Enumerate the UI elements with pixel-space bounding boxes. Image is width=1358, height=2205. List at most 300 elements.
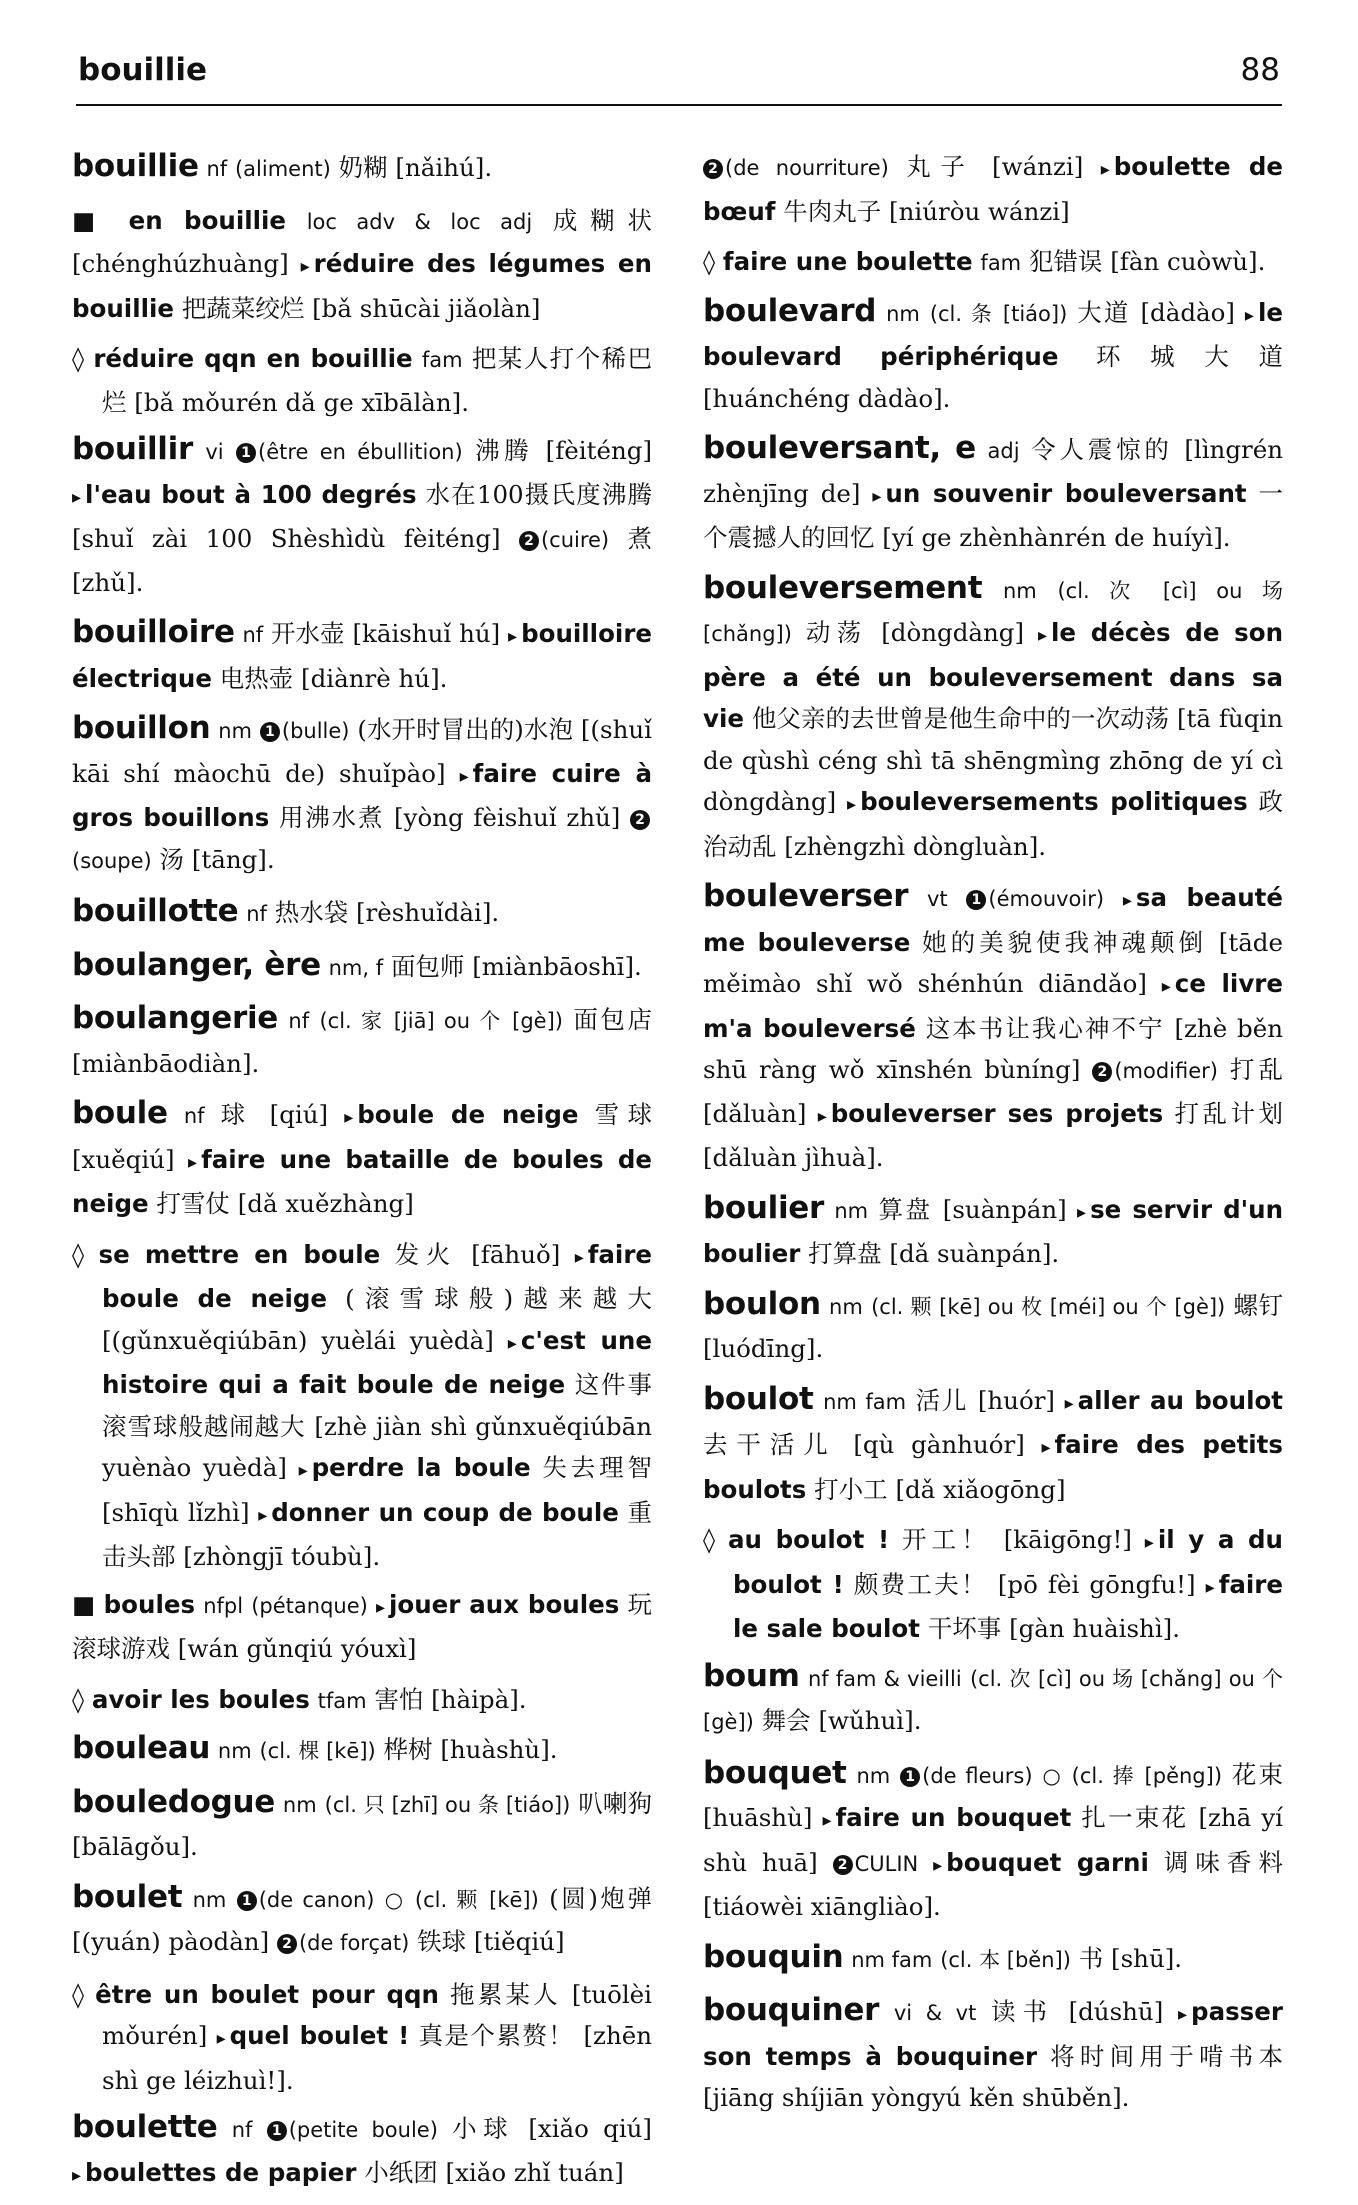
chinese-translation: 打乱 xyxy=(1229,1055,1283,1084)
example-phrase: réduire des légumes en bouillie xyxy=(72,249,652,323)
example-phrase: l'eau bout à 100 degrés xyxy=(85,479,417,509)
example-phrase: bouleversements politiques xyxy=(860,787,1248,816)
example-triangle-icon: ▸ xyxy=(1041,1437,1051,1458)
example-pinyin: [dǎluàn jìhuà]. xyxy=(703,1143,884,1172)
entry-bouquiner xyxy=(703,1990,1283,2119)
pinyin: [miànbāoshī]. xyxy=(472,951,642,981)
example-pinyin: [dǎ xuězhàng] xyxy=(237,1189,414,1218)
example-chinese: 重击头部 xyxy=(102,1497,652,1571)
headword: boulet xyxy=(72,1878,183,1915)
example-chinese: 去干活儿 xyxy=(703,1430,837,1459)
example-pinyin: [gàn huàishì]. xyxy=(1009,1614,1181,1643)
grammar-label: vi & vt xyxy=(893,2001,977,2025)
headword: bouleversant, e xyxy=(703,430,976,466)
example-pinyin: [niúròu wánzi] xyxy=(889,196,1070,226)
chinese-translation: 发火 xyxy=(394,1239,457,1269)
example-triangle-icon: ▸ xyxy=(72,2164,82,2186)
sense-label: (émouvoir) xyxy=(988,887,1105,911)
grammar-label: nm xyxy=(886,301,920,326)
example-triangle-icon: ▸ xyxy=(1100,159,1110,180)
grammar-label: nm xyxy=(218,719,253,743)
example-triangle-icon: ▸ xyxy=(822,1810,832,1831)
pinyin: [zhǔ]. xyxy=(72,567,144,597)
grammar-label: nm xyxy=(856,1763,891,1788)
grammar-label: nf fam & vieilli xyxy=(807,1666,962,1691)
entry-bouillie xyxy=(72,146,652,191)
headword: bouilloire xyxy=(72,614,235,650)
example-phrase: aller au boulot xyxy=(1077,1385,1284,1415)
sense-label: (de forçat) xyxy=(298,1931,410,1955)
example-phrase: le décès de son père a été un bouleversement dans sa vie xyxy=(703,618,1284,733)
pinyin: [chénghúzhuàng] xyxy=(72,249,289,278)
sense-label: (cuire) xyxy=(540,528,610,552)
example-phrase: faire des petits boulots xyxy=(703,1430,1283,1504)
example-triangle-icon: ▸ xyxy=(933,1854,943,1876)
pinyin: [dòngdàng] xyxy=(881,618,1024,647)
sense-label: (de fleurs) xyxy=(922,1763,1033,1788)
example-triangle-icon: ▸ xyxy=(1077,1201,1087,1223)
grammar-label: loc adv & loc adj xyxy=(306,209,533,234)
chinese-translation: 动荡 xyxy=(805,618,868,647)
subentry-boules xyxy=(72,1584,652,1670)
example-chinese: 失去理智 xyxy=(542,1453,653,1482)
example-triangle-icon: ▸ xyxy=(72,486,82,508)
grammar-label: nm xyxy=(829,1294,863,1319)
entry-boulon xyxy=(703,1284,1283,1370)
example-pinyin: [yòng fèishuǐ zhǔ] xyxy=(394,803,621,832)
classifier: (cl. 本 [běn]) xyxy=(940,1947,1071,1972)
grammar-label: nf xyxy=(288,1009,310,1033)
example-chinese: (滚雪球般)越来越大 xyxy=(345,1284,652,1313)
grammar-label: nf xyxy=(231,2118,253,2142)
classifier: (cl. 只 [zhī] ou 条 [tiáo]) xyxy=(324,1792,571,1817)
entry-bouleversant xyxy=(703,428,1283,559)
example-pinyin: [zhè běn shū ràng wǒ xīnshén bùníng] xyxy=(703,1013,1283,1084)
example-pinyin: [xuěqiú] xyxy=(72,1144,175,1174)
pinyin: [wánzi] xyxy=(992,152,1084,181)
entry-boum xyxy=(703,1656,1283,1744)
pinyin: [nǎihú]. xyxy=(395,153,493,182)
chinese-translation: 读书 xyxy=(991,1997,1054,2026)
pinyin: [kāishuǐ hú] xyxy=(352,619,501,648)
entry-boulanger xyxy=(72,945,652,990)
entry-boulot xyxy=(703,1379,1283,1511)
example-pinyin: [tāde měimào shǐ wǒ shénhún diāndǎo] xyxy=(703,927,1283,998)
register-label: fam xyxy=(421,348,463,372)
example-triangle-icon: ▸ xyxy=(298,1460,308,1481)
phrase: se mettre en boule xyxy=(98,1239,381,1269)
headword: bouleverser xyxy=(703,878,909,914)
sense-number: 1 xyxy=(237,1891,257,1911)
example-triangle-icon: ▸ xyxy=(300,256,310,277)
example-phrase: perdre la boule xyxy=(311,1453,531,1482)
grammar-label: nf xyxy=(206,157,228,181)
example-pinyin: [dǎ xiǎogōng] xyxy=(895,1474,1066,1504)
example-phrase: bouleverser ses projets xyxy=(830,1098,1164,1128)
example-phrase: donner un coup de boule xyxy=(271,1497,619,1527)
chinese-translation: 桦树 xyxy=(383,1735,433,1764)
example-phrase: boulettes de papier xyxy=(85,2157,357,2187)
example-triangle-icon: ▸ xyxy=(1144,1532,1154,1553)
pinyin: [tiěqiú] xyxy=(473,1927,565,1956)
example-chinese: 环城大道 xyxy=(1095,342,1283,371)
chinese-translation: 面包店 xyxy=(573,1005,652,1034)
example-pinyin: [yí ge zhènhànrén de huíyì]. xyxy=(882,523,1231,552)
grammar-label: nfpl xyxy=(203,1593,244,1618)
grammar-label: nm xyxy=(1002,578,1037,603)
grammar-label: nm xyxy=(217,1739,252,1763)
example-chinese: 小纸团 xyxy=(364,2157,438,2187)
idiom-marker: ◊ xyxy=(703,247,716,276)
headword: boulette xyxy=(72,2109,218,2145)
chinese-translation: 叭喇狗 xyxy=(578,1788,653,1818)
sense-label: (être en ébullition) xyxy=(258,440,463,464)
sense-label: (aliment) xyxy=(234,157,331,181)
example-pinyin: [bǎ shūcài jiǎolàn] xyxy=(312,293,541,323)
guide-word: bouillie xyxy=(78,52,208,88)
example-triangle-icon: ▸ xyxy=(188,1151,198,1173)
example-pinyin: [jiāng shíjiān yòngyú kěn shūběn]. xyxy=(703,2083,1130,2112)
example-chinese: 真是个累赘！ xyxy=(418,2021,575,2050)
pinyin: [bǎ mǒurén dǎ ge xībālàn]. xyxy=(134,387,470,417)
example-triangle-icon: ▸ xyxy=(258,1504,268,1526)
example-chinese: 打乱计划 xyxy=(1174,1098,1283,1128)
grammar-label: nm xyxy=(834,1198,869,1223)
chinese-translation: (圆)炮弹 xyxy=(549,1883,652,1913)
example-phrase: un souvenir bouleversant xyxy=(885,478,1247,508)
example-chinese: 她的美貌使我神魂颠倒 xyxy=(922,927,1208,957)
chinese-translation: 活儿 xyxy=(915,1385,969,1415)
chinese-translation: 煮 xyxy=(627,524,652,553)
chinese-translation: 舞会 xyxy=(761,1706,811,1735)
example-triangle-icon: ▸ xyxy=(344,1107,354,1128)
example-pinyin: [huánchéng dàdào]. xyxy=(703,383,951,413)
example-chinese: 用沸水煮 xyxy=(278,803,385,832)
example-triangle-icon: ▸ xyxy=(1244,304,1254,326)
idiom-marker: ◊ xyxy=(72,1684,85,1714)
example-chinese: 颇费工夫！ xyxy=(853,1569,988,1599)
example-pinyin: [diànrè hú]. xyxy=(301,663,448,693)
entry-bouleverser xyxy=(703,876,1283,1179)
headword: bouillie xyxy=(72,148,199,184)
example-pinyin: [qù gànhuór] xyxy=(853,1430,1025,1459)
headword: bouquin xyxy=(703,1938,844,1975)
headword: boulevard xyxy=(703,292,877,329)
example-chinese: 将时间用于啃书本 xyxy=(1050,2041,1283,2071)
example-chinese: 他父亲的去世曾是他生命中的一次动荡 xyxy=(751,704,1170,733)
entry-boule xyxy=(72,1093,652,1225)
example-chinese: 牛肉丸子 xyxy=(783,196,882,226)
headword: boulier xyxy=(703,1189,825,1226)
chinese-translation: 开水壶 xyxy=(271,619,345,648)
example-pinyin: [tiáowèi xiāngliào]. xyxy=(703,1892,941,1921)
grammar-label: nm xyxy=(192,1887,227,1912)
grammar-label: nf xyxy=(242,623,264,647)
chinese-translation: 丸子 xyxy=(906,152,975,181)
example-chinese: 打算盘 xyxy=(808,1239,882,1268)
entry-boulangerie xyxy=(72,998,652,1084)
phrase: en bouillie xyxy=(128,205,287,235)
headword: bouledogue xyxy=(72,1783,275,1820)
right-column xyxy=(703,146,1283,2128)
example-triangle-icon: ▸ xyxy=(847,794,857,815)
example-chinese: 打雪仗 xyxy=(156,1189,230,1218)
classifier: (cl. 条 [tiáo]) xyxy=(929,301,1068,326)
example-phrase: il y a du boulot ! xyxy=(733,1525,1283,1599)
chinese-translation: 书 xyxy=(1078,1943,1104,1973)
headword: bouquet xyxy=(703,1754,847,1791)
entry-bouillir xyxy=(72,429,652,603)
example-chinese: 玩滚球游戏 xyxy=(72,1589,652,1663)
example-pinyin: [wán gǔnqiú yóuxì] xyxy=(177,1634,417,1663)
example-chinese: 把蔬菜绞烂 xyxy=(181,293,305,323)
example-triangle-icon: ▸ xyxy=(375,1596,386,1618)
example-phrase: faire le sale boulot xyxy=(733,1569,1283,1643)
chinese-translation: 沸腾 xyxy=(475,436,534,465)
chinese-translation: 犯错误 xyxy=(1028,247,1103,276)
sense-number: 1 xyxy=(966,890,986,910)
example-phrase: le boulevard périphérique xyxy=(703,297,1283,371)
classifier: (cl. 家 [jiā] ou 个 [gè]) xyxy=(319,1009,563,1033)
chinese-translation: 把某人打个稀巴烂 xyxy=(102,344,652,417)
headword: bouleau xyxy=(72,1730,211,1766)
example-phrase: quel boulet ! xyxy=(229,2021,410,2050)
sense-number: 1 xyxy=(236,443,256,463)
register-label: fam xyxy=(980,251,1022,275)
pinyin: [huàshù]. xyxy=(440,1735,558,1764)
sense-label: (pétanque) xyxy=(251,1593,368,1618)
chinese-translation: 球 xyxy=(220,1100,254,1129)
pinyin: [fèiténg] xyxy=(545,436,652,465)
subentry-en-bouillie xyxy=(72,200,652,330)
sense-number: 2 xyxy=(519,531,539,551)
example-phrase: boule de neige xyxy=(357,1100,579,1129)
headword: bouillir xyxy=(72,431,193,467)
sense-number: 1 xyxy=(900,1767,920,1787)
idiom-marker: ◊ xyxy=(72,1239,85,1269)
example-triangle-icon: ▸ xyxy=(1161,976,1171,997)
headword: bouillon xyxy=(72,710,211,746)
example-chinese: 打小工 xyxy=(814,1474,888,1504)
example-chinese: 干坏事 xyxy=(927,1614,1002,1643)
example-triangle-icon: ▸ xyxy=(1177,2004,1188,2025)
pinyin: [kāigōng!] xyxy=(1003,1525,1132,1554)
example-triangle-icon: ▸ xyxy=(1037,625,1048,646)
idiom-avoir-les-boules xyxy=(72,1679,652,1723)
sense-number: 1 xyxy=(260,722,280,742)
example-phrase: sa beauté me bouleverse xyxy=(703,883,1283,957)
headword: boulot xyxy=(703,1380,814,1417)
example-chinese: 调味香料 xyxy=(1163,1847,1283,1877)
headword: boulon xyxy=(703,1285,821,1322)
pinyin: [suànpán] xyxy=(942,1194,1067,1224)
example-pinyin: [tā fùqin de qùshì céng shì tā shēngmìng zhōng de yí cì dòngdàng] xyxy=(703,704,1283,816)
entry-bouquin xyxy=(703,1937,1283,1982)
grammar-label: vi xyxy=(205,440,224,464)
phrase: avoir les boules xyxy=(91,1684,310,1714)
example-triangle-icon: ▸ xyxy=(508,626,518,647)
idiom-au-boulot xyxy=(703,1519,1283,1650)
header-rule xyxy=(76,104,1282,106)
sense-label: (petite boule) xyxy=(288,2118,438,2142)
example-pinyin: [zhòngjī tóubù]. xyxy=(183,1542,381,1571)
sense-number: 2 xyxy=(630,810,650,830)
grammar-label: nm fam xyxy=(851,1947,933,1972)
idiom-marker: ◊ xyxy=(72,344,85,373)
example-chinese: 雪球 xyxy=(594,1100,653,1129)
headword: bouquiner xyxy=(703,1992,880,2028)
example-chinese: 政治动乱 xyxy=(703,787,1284,861)
pinyin: [huāshù] xyxy=(703,1803,813,1832)
phrase: au boulot ! xyxy=(728,1525,890,1554)
grammar-label: nf xyxy=(246,902,267,926)
chinese-translation: 奶糊 xyxy=(338,153,388,182)
grammar-label: nm fam xyxy=(823,1389,907,1414)
example-pinyin: [zhā yí shù huā] xyxy=(703,1803,1283,1877)
example-triangle-icon: ▸ xyxy=(872,485,882,507)
grammar-label: vt xyxy=(926,887,948,911)
sense-number: 1 xyxy=(267,2121,287,2141)
pinyin: [miànbāodiàn]. xyxy=(72,1048,260,1078)
entry-boulette-part1 xyxy=(72,2107,652,2196)
example-pinyin: [xiǎo zhǐ tuán] xyxy=(445,2157,624,2187)
chinese-translation: (水开时冒出的)水泡 xyxy=(357,715,574,744)
example-pinyin: [(gǔnxuěqiúbān) yuèlái yuèdà] xyxy=(102,1325,494,1355)
pinyin: [dǎluàn] xyxy=(703,1098,807,1128)
pinyin: [dúshū] xyxy=(1068,1997,1164,2026)
chinese-translation: 螺钉 xyxy=(1233,1290,1284,1320)
classifier: ○ (cl. 捧 [pěng]) xyxy=(1042,1763,1223,1788)
example-triangle-icon: ▸ xyxy=(459,765,469,787)
example-chinese: 这本书让我心神不宁 xyxy=(925,1013,1165,1043)
chinese-translation: 汤 xyxy=(159,844,185,874)
example-pinyin: [zhēn shì ge léizhuì!]. xyxy=(102,2021,653,2095)
pinyin: [hàipà]. xyxy=(431,1684,527,1714)
example-phrase: faire cuire à gros bouillons xyxy=(72,758,652,832)
phrase: faire une boulette xyxy=(722,247,973,276)
pinyin: [fàn cuòwù]. xyxy=(1110,247,1266,276)
phrase: boules xyxy=(103,1589,196,1619)
example-triangle-icon: ▸ xyxy=(1064,1392,1074,1414)
pinyin: [xiǎo qiú] xyxy=(528,2114,652,2143)
pinyin: [dàdào] xyxy=(1140,297,1235,327)
phrase: être un boulet pour qqn xyxy=(95,1979,439,2009)
headword: boum xyxy=(703,1657,800,1694)
sense-number: 2 xyxy=(277,1934,297,1954)
example-pinyin: [pō fèi gōngfu!] xyxy=(997,1569,1196,1599)
grammar-label: nm, f xyxy=(328,955,384,980)
idiom-se-mettre-en-boule xyxy=(72,1234,652,1578)
example-chinese: 扎一束花 xyxy=(1081,1803,1189,1832)
entry-boulier xyxy=(703,1188,1283,1275)
sense-label: (bulle) xyxy=(281,719,350,743)
pinyin: [fāhuǒ] xyxy=(471,1239,561,1269)
classifier: (cl. 次 [cì] ou 场 [chǎng]) xyxy=(703,578,1283,646)
grammar-label: adj xyxy=(987,439,1020,463)
example-triangle-icon: ▸ xyxy=(1205,1576,1215,1598)
pinyin: [lìngrén zhènjīng de] xyxy=(703,435,1283,508)
chinese-translation: 令人震惊的 xyxy=(1031,435,1173,464)
example-chinese: 电热壶 xyxy=(219,663,294,693)
idiom-reduire-qqn xyxy=(72,338,652,423)
pinyin: [shū]. xyxy=(1111,1943,1183,1973)
grammar-label: nf xyxy=(183,1104,205,1128)
domain-label: CULIN xyxy=(854,1851,919,1876)
classifier: (cl. 棵 [kē]) xyxy=(259,1739,376,1763)
entry-bouleversement xyxy=(703,568,1283,868)
chinese-translation: 热水袋 xyxy=(274,898,349,927)
chinese-translation: 大道 xyxy=(1077,297,1131,327)
classifier: ○ (cl. 颗 [kē]) xyxy=(384,1887,539,1912)
headword: bouillotte xyxy=(72,893,239,929)
left-column xyxy=(72,146,652,2205)
entry-boulevard xyxy=(703,291,1283,420)
example-triangle-icon: ▸ xyxy=(216,2028,226,2049)
example-pinyin: [shuǐ zài 100 Shèshìdù fèiténg] xyxy=(72,524,501,553)
example-pinyin: [shīqù lǐzhì] xyxy=(102,1497,250,1527)
entry-bouquet xyxy=(703,1753,1283,1928)
example-triangle-icon: ▸ xyxy=(574,1246,584,1268)
headword: boulanger, ère xyxy=(72,946,321,983)
idiom-etre-un-boulet xyxy=(72,1974,652,2102)
pinyin: [(yuán) pàodàn] xyxy=(72,1927,270,1956)
example-pinyin: [dǎ suànpán]. xyxy=(889,1239,1060,1268)
example-phrase: jouer aux boules xyxy=(389,1589,620,1619)
example-chinese: 一个震撼人的回忆 xyxy=(703,478,1283,552)
headword: boulangerie xyxy=(72,1000,279,1036)
sense-number: 2 xyxy=(1092,1062,1112,1082)
sense-number: 2 xyxy=(833,1855,853,1875)
example-chinese: 水在100摄氏度沸腾 xyxy=(425,479,652,509)
example-triangle-icon: ▸ xyxy=(507,1332,517,1354)
classifier: (cl. 次 [cì] ou 场 [chǎng] ou 个 [gè]) xyxy=(703,1666,1284,1734)
pinyin: [bālāgǒu]. xyxy=(72,1832,198,1861)
example-triangle-icon: ▸ xyxy=(817,1105,827,1127)
pinyin: [(shuǐ kāi shí màochū de) shuǐpào] xyxy=(72,715,652,788)
subentry-marker: ■ xyxy=(72,1589,96,1619)
pinyin: [qiú] xyxy=(269,1100,329,1129)
example-pinyin: [zhèngzhì dòngluàn]. xyxy=(784,831,1047,861)
chinese-translation: 拖累某人 xyxy=(450,1979,561,2009)
entry-bouilloire xyxy=(72,612,652,699)
grammar-label: nm xyxy=(282,1792,317,1817)
entry-boulet xyxy=(72,1877,652,1965)
idiom-marker: ◊ xyxy=(72,1979,85,2009)
pinyin: [huór] xyxy=(977,1385,1055,1415)
example-phrase: ce livre m'a bouleversé xyxy=(703,969,1283,1043)
example-phrase: boulette de bœuf xyxy=(703,152,1283,226)
entry-bouillon xyxy=(72,708,652,882)
example-phrase: se servir d'un boulier xyxy=(703,1194,1284,1268)
example-phrase: bouquet garni xyxy=(946,1847,1149,1877)
idiom-faire-une-boulette xyxy=(703,241,1283,285)
headword: bouleversement xyxy=(703,569,983,606)
pinyin: [wǔhuì]. xyxy=(818,1706,922,1735)
page-number: 88 xyxy=(1240,52,1280,88)
example-pinyin: [zhè jiàn shì gǔnxuěqiúbān yuènào yuèdà] xyxy=(102,1411,653,1482)
example-phrase: c'est une histoire qui a fait boule de neige xyxy=(102,1325,652,1399)
chinese-translation: 成糊状 xyxy=(552,205,653,235)
phrase: réduire qqn en bouillie xyxy=(93,344,413,373)
sense-label: (de nourriture) xyxy=(725,156,889,180)
chinese-translation: 算盘 xyxy=(878,1194,933,1224)
chinese-translation: 花束 xyxy=(1231,1759,1284,1789)
subentry-marker: ■ xyxy=(72,205,108,235)
entry-bouillotte xyxy=(72,891,652,936)
example-phrase: bouilloire électrique xyxy=(72,619,653,693)
running-head xyxy=(78,38,1280,88)
example-phrase: faire une bataille de boules de neige xyxy=(72,1144,652,1218)
